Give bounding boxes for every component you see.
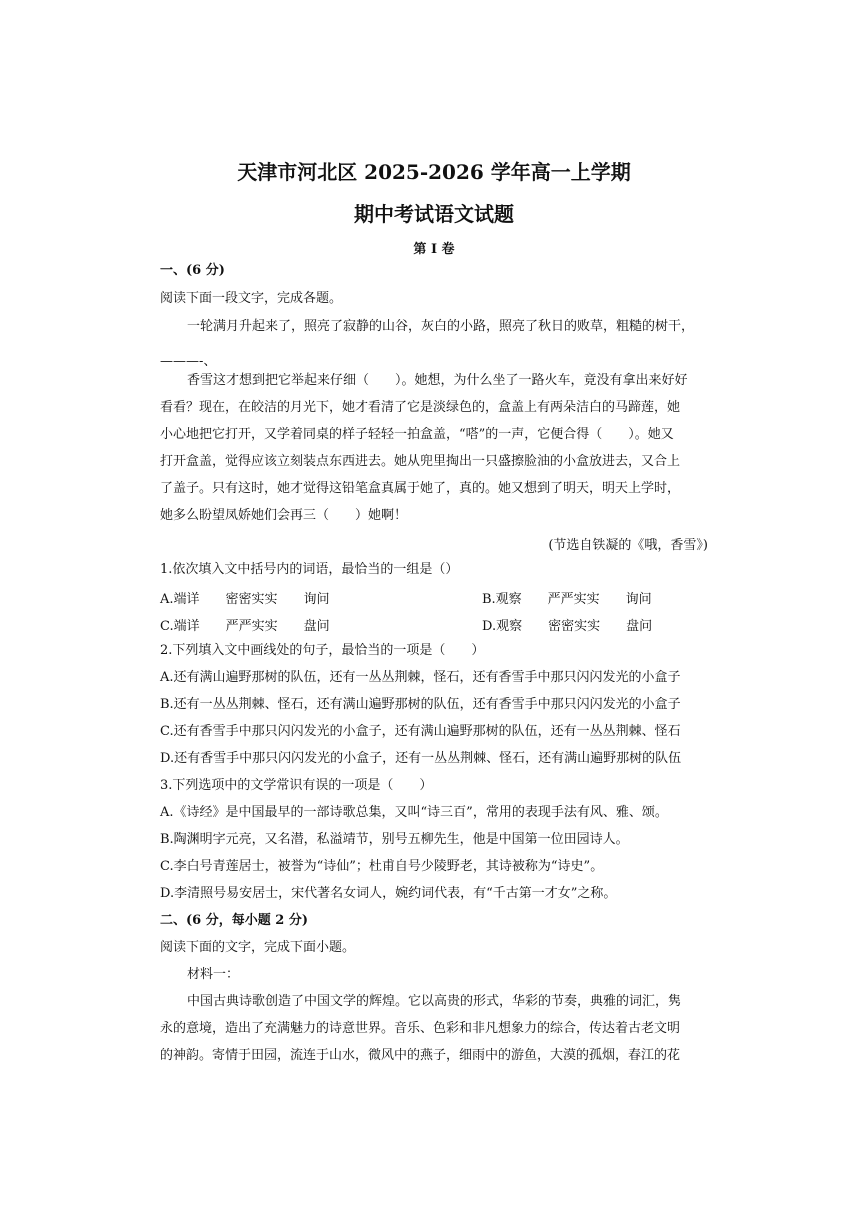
question-1: 1.依次填入文中括号内的词语，最恰当的一组是（） (160, 562, 459, 577)
section1-instruction: 阅读下面一段文字，完成各题。 (160, 291, 343, 306)
section1-header: 一、(6 分) (160, 263, 225, 278)
q1-option-c: C.端详 严严实实 盘问 (160, 619, 330, 634)
material-label: 材料一： (187, 967, 240, 982)
q3-option-c: C.李白号青莲居士，被誉为“诗仙”；杜甫自号少陵野老，其诗被称为“诗史”。 (160, 859, 604, 874)
question-3: 3.下列选项中的文学常识有误的一项是（ ） (160, 778, 433, 793)
q3-option-d: D.李清照号易安居士，宋代著名女词人，婉约词代表，有“千古第一才女”之称。 (160, 886, 617, 901)
exam-subtitle: 期中考试语文试题 (354, 202, 514, 226)
q3-option-a: A.《诗经》是中国最早的一部诗歌总集，又叫“诗三百”，常用的表现手法有风、雅、颂。 (160, 805, 668, 820)
q2-option-d: D.还有香雪手中那只闪闪发光的小盒子，还有一丛丛荆棘、怪石，还有满山遍野那树的队伍 (160, 751, 682, 766)
exam-title: 天津市河北区 2025-2026 学年高一上学期 (237, 160, 631, 184)
q1-option-a: A.端详 密密实实 询问 (160, 592, 330, 607)
q2-option-c: C.还有香雪手中那只闪闪发光的小盒子，还有满山遍野那树的队伍，还有一丛丛荆棘、怪石 (160, 724, 681, 739)
passage-source: (节选自铁凝的《哦，香雪》) (548, 538, 708, 553)
q2-option-a: A.还有满山遍野那树的队伍，还有一丛丛荆棘，怪石，还有香雪手中那只闪闪发光的小盒子 (160, 670, 681, 685)
passage3-line: 永的意境，造出了充满魅力的诗意世界。音乐、色彩和非凡想象力的综合，传达着古老文明 (160, 1021, 681, 1036)
question-2: 2.下列填入文中画线处的句子，最恰当的一项是（ ） (160, 643, 485, 658)
underlined-blank: ———-、 (160, 354, 217, 369)
section2-header: 二、(6 分，每小题 2 分) (160, 913, 308, 928)
q3-option-b: B.陶渊明字元亮，又名潜，私溢靖节，别号五柳先生，他是中国第一位田园诗人。 (160, 832, 629, 847)
q1-option-d: D.观察 密密实实 盘问 (482, 619, 653, 634)
passage3-line: 中国古典诗歌创造了中国文学的辉煌。它以高贵的形式，华彩的节奏，典雅的词汇，隽 (187, 994, 682, 1009)
passage2-line: 小心地把它打开，又学着同桌的样子轻轻一拍盒盖，“嗒”的一声，它便合得（ ）。她又 (160, 427, 674, 442)
q1-option-b: B.观察 严严实实 询问 (482, 592, 652, 607)
passage2-line: 香雪这才想到把它举起来仔细（ ）。她想，为什么坐了一路火车，竟没有拿出来好好 (187, 373, 688, 388)
passage1-line: 一轮满月升起来了，照亮了寂静的山谷，灰白的小路，照亮了秋日的败草，粗糙的树干， (187, 319, 695, 334)
passage2-line: 她多么盼望凤娇她们会再三（ ）她啊！ (160, 508, 408, 523)
volume-label: 第 I 卷 (413, 242, 455, 257)
passage2-line: 了盖子。只有这时，她才觉得这铅笔盒真属于她了，真的。她又想到了明天，明天上学时， (160, 481, 681, 496)
passage2-line: 看看？现在，在皎洁的月光下，她才看清了它是淡绿色的，盒盖上有两朵洁白的马蹄莲，她 (160, 400, 681, 415)
passage2-line: 打开盒盖，觉得应该立刻装点东西进去。她从兜里掏出一只盛擦脸油的小盒放进去，又合上 (160, 454, 681, 469)
q2-option-b: B.还有一丛丛荆棘、怪石，还有满山遍野那树的队伍，还有香雪手中那只闪闪发光的小盒子 (160, 697, 681, 712)
passage3-line: 的神韵。寄情于田园，流连于山水，微风中的燕子，细雨中的游鱼，大漠的孤烟，春江的花 (160, 1048, 681, 1063)
section2-instruction: 阅读下面的文字，完成下面小题。 (160, 940, 356, 955)
